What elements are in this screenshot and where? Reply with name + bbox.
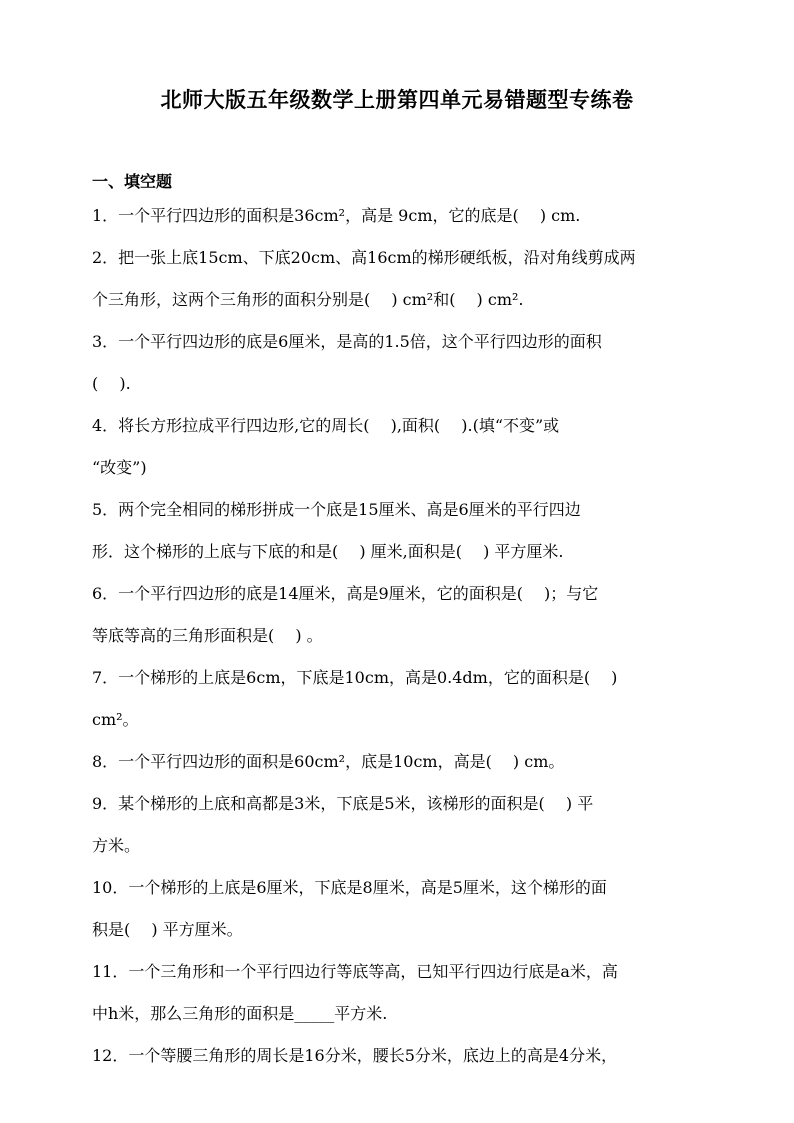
question-line: 1．一个平行四边形的面积是36cm²，高是 9cm，它的底是( ) cm. <box>92 206 581 225</box>
question-line: 5．两个完全相同的梯形拼成一个底是15厘米、高是6厘米的平行四边 <box>92 500 581 519</box>
question-line: cm²。 <box>92 710 139 729</box>
question-line: 11．一个三角形和一个平行四边行等底等高，已知平行四边行底是a米，高 <box>92 962 618 981</box>
question-line: 10．一个梯形的上底是6厘米，下底是8厘米，高是5厘米，这个梯形的面 <box>92 878 607 897</box>
question-line: 个三角形，这两个三角形的面积分别是( ) cm²和( ) cm². <box>92 290 524 309</box>
section-heading-fill-blank: 一、填空题 <box>92 172 173 191</box>
question-line: 方米。 <box>92 836 141 855</box>
question-line: 7．一个梯形的上底是6cm，下底是10cm，高是0.4dm，它的面积是( ) <box>92 668 618 687</box>
question-line: 3．一个平行四边形的底是6厘米，是高的1.5倍，这个平行四边形的面积 <box>92 332 602 351</box>
question-line: 积是( ) 平方厘米。 <box>92 920 243 939</box>
question-line: “改变”) <box>92 458 147 477</box>
question-line: ( ). <box>92 374 131 393</box>
question-line: 中h米，那么三角形的面积是_____平方米. <box>92 1004 388 1023</box>
question-line: 9．某个梯形的上底和高都是3米，下底是5米，该梯形的面积是( ) 平 <box>92 794 594 813</box>
question-line: 8．一个平行四边形的面积是60cm²，底是10cm，高是( ) cm。 <box>92 752 565 771</box>
question-line: 6．一个平行四边形的底是14厘米，高是9厘米，它的面积是( )；与它 <box>92 584 599 603</box>
question-line: 4．将长方形拉成平行四边形,它的周长( ),面积( ).(填“不变”或 <box>92 416 560 435</box>
question-line: 等底等高的三角形面积是( ) 。 <box>92 626 323 645</box>
question-list <box>92 205 704 1087</box>
page-title: 北师大版五年级数学上册第四单元易错题型专练卷 <box>160 87 634 112</box>
question-line: 12．一个等腰三角形的周长是16分米，腰长5分米，底边上的高是4分米， <box>92 1046 618 1065</box>
question-line: 形．这个梯形的上底与下底的和是( ) 厘米,面积是( ) 平方厘米. <box>92 542 564 561</box>
question-line: 2．把一张上底15cm、下底20cm、高16cm的梯形硬纸板，沿对角线剪成两 <box>92 248 636 267</box>
